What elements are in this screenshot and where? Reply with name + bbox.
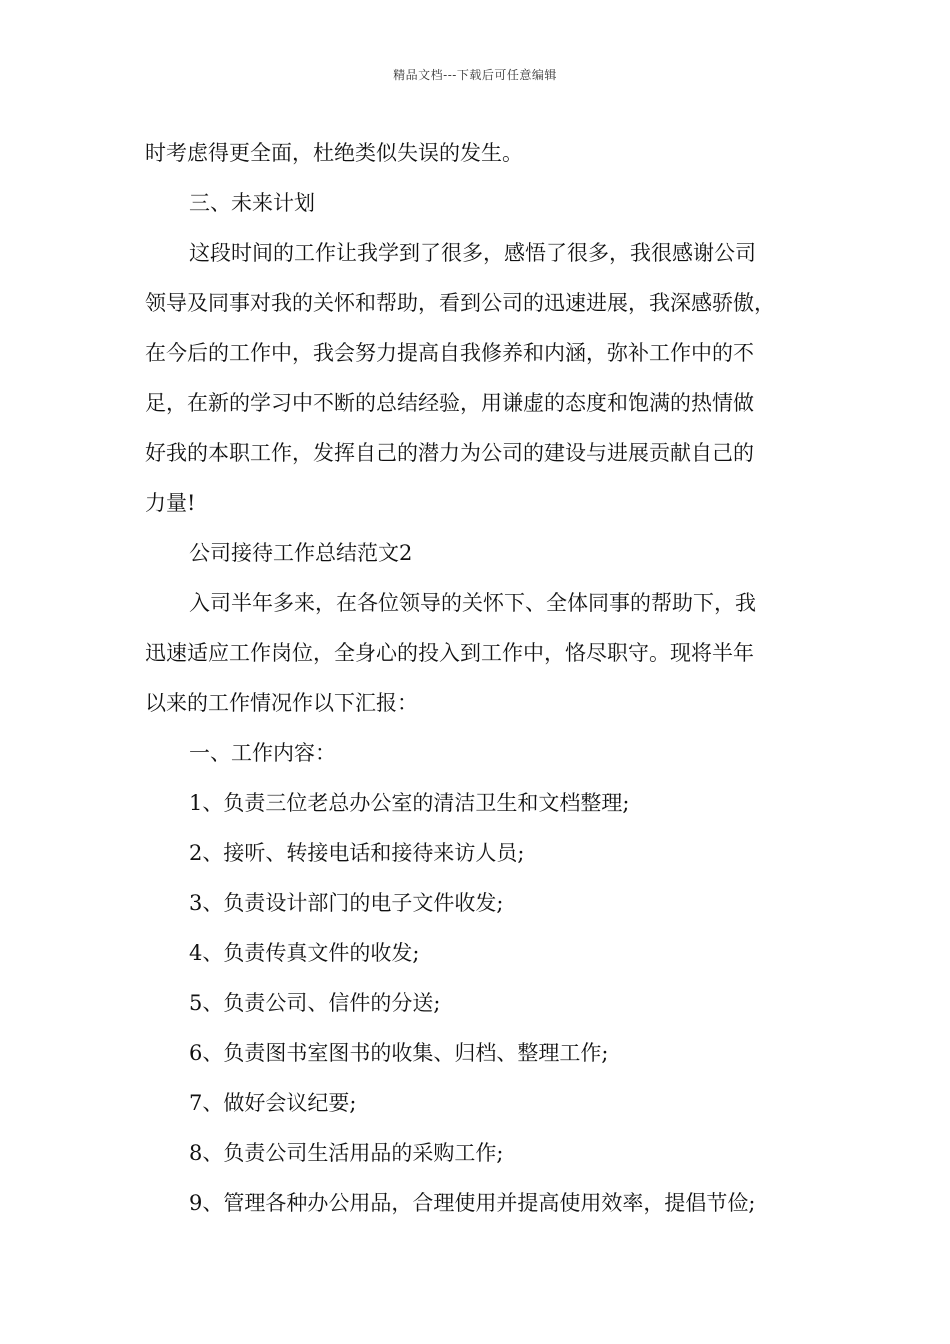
list-item: 3、负责设计部门的电子文件收发; bbox=[189, 891, 504, 915]
list-item: 7、做好会议纪要; bbox=[189, 1091, 357, 1115]
text-line: 时考虑得更全面，杜绝类似失误的发生。 bbox=[145, 141, 523, 165]
section-heading: 一、工作内容： bbox=[189, 741, 336, 765]
section-heading: 三、未来计划 bbox=[189, 191, 315, 215]
text-line: 迅速适应工作岗位，全身心的投入到工作中，恪尽职守。现将半年 bbox=[145, 641, 754, 665]
document-title: 公司接待工作总结范文2 bbox=[189, 541, 413, 565]
list-item: 2、接听、转接电话和接待来访人员; bbox=[189, 841, 525, 865]
text-line: 以来的工作情况作以下汇报： bbox=[145, 691, 418, 715]
list-item: 6、负责图书室图书的收集、归档、整理工作; bbox=[189, 1041, 609, 1065]
page-header: 精品文档---下载后可任意编辑 bbox=[393, 68, 557, 82]
list-item: 8、负责公司生活用品的采购工作; bbox=[189, 1141, 504, 1165]
list-item: 5、负责公司、信件的分送; bbox=[189, 991, 441, 1015]
text-line: 足，在新的学习中不断的总结经验，用谦虚的态度和饱满的热情做 bbox=[145, 391, 754, 415]
text-line: 力量! bbox=[145, 491, 196, 515]
list-item: 4、负责传真文件的收发; bbox=[189, 941, 420, 965]
text-line: 好我的本职工作，发挥自己的潜力为公司的建设与进展贡献自己的 bbox=[145, 441, 754, 465]
text-line: 在今后的工作中，我会努力提高自我修养和内涵，弥补工作中的不 bbox=[145, 341, 754, 365]
text-line: 这段时间的工作让我学到了很多，感悟了很多，我很感谢公司 bbox=[189, 241, 756, 265]
text-line: 入司半年多来，在各位领导的关怀下、全体同事的帮助下，我 bbox=[189, 591, 756, 615]
text-line: 领导及同事对我的关怀和帮助，看到公司的迅速进展，我深感骄傲， bbox=[145, 291, 775, 315]
list-item: 1、负责三位老总办公室的清洁卫生和文档整理; bbox=[189, 791, 630, 815]
list-item: 9、管理各种办公用品，合理使用并提高使用效率，提倡节俭; bbox=[189, 1191, 756, 1215]
document-body bbox=[145, 128, 825, 1228]
